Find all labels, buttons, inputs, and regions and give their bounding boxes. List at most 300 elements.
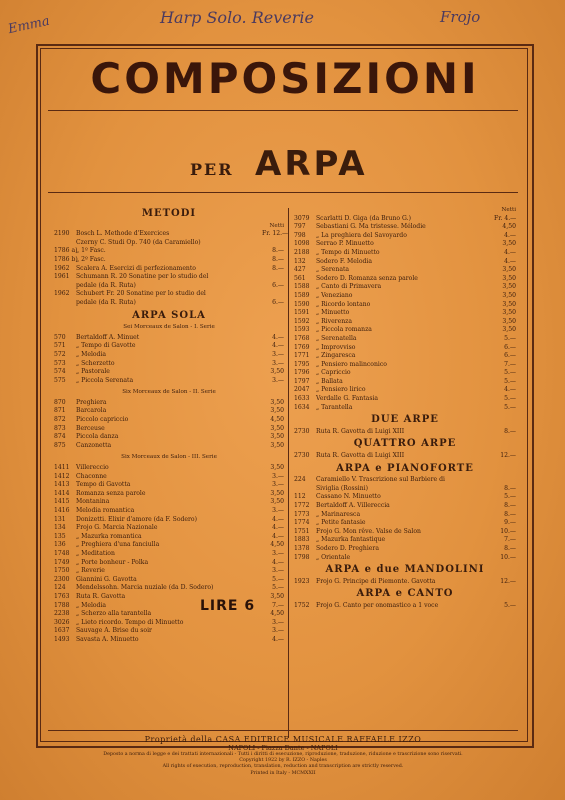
entry-price: 3,50 (502, 326, 516, 334)
catalog-entry (54, 377, 284, 386)
entry-title: Scalera A. Esercizi di perfezionamento (76, 264, 196, 272)
catalog-entry (54, 407, 284, 416)
entry-title: Sodero F. Melodia (316, 257, 372, 265)
entry-title: „ Piccola romanza (316, 326, 372, 334)
section-heading-arpa-mandolini: ARPA e due MANDOLINI (325, 564, 485, 576)
subtitle-per: PER (190, 160, 234, 179)
entry-price: 4.— (504, 257, 516, 265)
entry-price: 4,50 (270, 541, 284, 549)
rights-notice: All rights of execution, reproduction, translation, reduction and transcription are strictly reserved. (162, 764, 404, 770)
catalog-number: 134 (54, 524, 66, 532)
catalog-entry (54, 541, 284, 550)
catalog-entry (294, 266, 516, 275)
entry-title: „ Improvviso (316, 343, 356, 351)
entry-title: „ Orientale (316, 553, 351, 561)
catalog-number: 1637 (54, 627, 70, 635)
entry-price: 3,50 (270, 441, 284, 449)
catalog-number: 1588 (294, 283, 310, 291)
catalog-number: 575 (54, 376, 66, 384)
entry-price: 4,50 (270, 416, 284, 424)
catalog-entry (294, 602, 516, 611)
catalog-entry (294, 232, 516, 241)
entry-price: 4,50 (502, 223, 516, 231)
entry-price: 6.— (272, 298, 284, 306)
catalog-number: 574 (54, 368, 66, 376)
catalog-entry (54, 425, 284, 434)
entry-title: „ Preghiera d'una fanciulla (76, 541, 160, 549)
catalog-entry (294, 335, 516, 344)
catalog-number: 2730 (294, 427, 310, 435)
catalog-entry (294, 378, 516, 387)
catalog-entry (54, 442, 284, 451)
catalog-entry (294, 386, 516, 395)
catalog-number (54, 282, 76, 291)
metodi-list (54, 230, 289, 307)
catalog-number: 1752 (294, 601, 310, 609)
catalog-entry (54, 516, 284, 525)
entry-price: 8.— (504, 484, 516, 492)
catalog-number: 2238 (54, 610, 70, 618)
catalog-entry (54, 507, 284, 516)
entry-title: „ Scherzo alla tarantella (76, 610, 152, 618)
entry-title: „ Serenata (316, 266, 350, 274)
entry-price: 4.— (272, 532, 284, 540)
right-column (294, 206, 516, 611)
entry-title: Savasta A. Minuetto (76, 635, 139, 643)
catalog-number: 1923 (294, 577, 310, 585)
catalog-number: 875 (54, 441, 66, 449)
entry-title: Cassano N. Minuetto (316, 493, 381, 501)
entry-title: Frojo G. Marcia Nazionale (76, 524, 158, 532)
entry-price: 4.— (504, 231, 516, 239)
catalog-entry (294, 428, 516, 437)
catalog-entry (54, 230, 289, 239)
entry-title: Giannini G. Gavotta (76, 575, 137, 583)
catalog-entry (54, 619, 284, 628)
entry-title: „ Piccola Serenata (76, 376, 134, 384)
catalog-number: 1962 (54, 264, 70, 272)
catalog-number: 1788 (54, 601, 70, 609)
entry-title: Piccola danza (76, 433, 119, 441)
entry-price: 3,50 (502, 317, 516, 325)
entry-price: 3,50 (270, 592, 284, 600)
catalog-number: 1415 (54, 498, 70, 506)
catalog-number: 2190 (54, 230, 70, 238)
publisher-name: Proprietà della CASA EDITRICE MUSICALE RAFFAELE IZZO (144, 735, 422, 744)
page-title: COMPOSIZIONI (90, 54, 480, 103)
entry-title: „ Veneziano (316, 291, 353, 299)
catalog-number: 870 (54, 398, 66, 406)
catalog-entry (54, 481, 284, 490)
catalog-number: 874 (54, 433, 66, 441)
catalog-number: 2188 (294, 248, 310, 256)
entry-price: 5.— (504, 493, 516, 501)
entry-price: 3,50 (502, 300, 516, 308)
entry-title: „ Melodia (76, 350, 107, 358)
catalog-entry (294, 578, 516, 587)
catalog-entry (294, 452, 516, 461)
entry-price: 3,50 (270, 398, 284, 406)
entry-title: „ Pensiero lirico (316, 386, 366, 394)
entry-price: 10.— (500, 527, 516, 535)
catalog-entry (54, 627, 284, 636)
catalog-entry (54, 584, 284, 593)
catalog-entry (294, 240, 516, 249)
catalog-entry (54, 247, 284, 256)
catalog-entry (294, 223, 516, 232)
entry-price: 5.— (504, 403, 516, 411)
entry-title: „ Tarantella (316, 403, 353, 411)
catalog-entry (294, 301, 516, 310)
entry-price: Fr. 12.— (262, 230, 289, 238)
entry-title: Melodia romantica (76, 507, 135, 514)
catalog-number: 798 (294, 231, 306, 239)
catalog-number: 2047 (294, 386, 310, 394)
catalog-entry (294, 318, 516, 327)
catalog-entry (294, 344, 516, 353)
entry-title: Donizetti. Elixir d'amore (da F. Sodero) (76, 515, 197, 523)
entry-price: 3,50 (502, 283, 516, 291)
catalog-number: 1378 (294, 544, 310, 552)
arpa-mandolini-list (294, 578, 516, 587)
entry-price: 6.— (272, 281, 284, 289)
catalog-entry (54, 498, 284, 507)
entry-title: pedale (da R. Ruta) (76, 281, 136, 289)
series-heading: Sei Morceaux de Salon - I. Serie (123, 324, 215, 331)
catalog-number: 1493 (54, 635, 70, 643)
catalog-number: 872 (54, 416, 66, 424)
entry-title: Canzonetta (76, 441, 112, 449)
entry-price: 5.— (504, 377, 516, 385)
catalog-number: 797 (294, 223, 306, 231)
catalog-number: 1750 (54, 567, 70, 575)
printed-in: Printed in Italy - MCMXXII (250, 770, 316, 776)
catalog-number: 1962 (54, 290, 70, 298)
entry-title: Mendelssohn. Marcia nuziale (da D. Sodero) (76, 584, 214, 592)
catalog-number: 1413 (54, 481, 70, 489)
entry-title: Frojo G. Principe di Piemonte. Gavotta (316, 577, 436, 585)
catalog-number: 132 (294, 257, 306, 265)
entry-title: Bertaldoff A. Minuet (76, 333, 140, 341)
entry-title: Schubert Fr. 20 Sonatine per lo studio del (76, 290, 206, 298)
catalog-entry (294, 258, 516, 267)
catalog-number: 871 (54, 407, 66, 415)
entry-title: „ Tempo di Gavotte (76, 342, 136, 350)
catalog-number: 1412 (54, 472, 70, 480)
catalog-entry (294, 536, 516, 545)
catalog-number (54, 239, 76, 248)
entry-price: 3,50 (270, 368, 284, 376)
entry-title: „ La preghiera del Savoyardo (316, 231, 407, 239)
entry-price: 7.— (272, 601, 284, 609)
entry-title: „ Pensiero malinconico (316, 360, 387, 368)
entry-title: „ Marinaresca (316, 510, 361, 518)
entry-price: 4.— (272, 342, 284, 350)
entry-price: 10.— (500, 553, 516, 561)
entry-price: 3.— (272, 359, 284, 367)
left-column (54, 206, 289, 645)
divider (48, 730, 518, 731)
section-heading-arpa-canto: ARPA e CANTO (356, 588, 454, 600)
entry-title: Serrao P. Minuetto (316, 240, 374, 248)
catalog-number: 124 (54, 584, 66, 592)
entry-price: 3,50 (270, 498, 284, 506)
catalog-entry (54, 567, 284, 576)
catalog-entry (294, 511, 516, 520)
entry-title: Sauvage A. Brise du soir (76, 627, 152, 635)
catalog-number: 135 (54, 532, 66, 540)
entry-title: „ Lieto ricordo. Tempo di Minuetto (76, 618, 184, 626)
entry-price: 4.— (272, 515, 284, 523)
entry-price: 8.— (504, 544, 516, 552)
catalog-entry (54, 533, 284, 542)
catalog-entry (54, 473, 284, 482)
catalog-number: 1751 (294, 527, 310, 535)
catalog-entry (54, 524, 284, 533)
entry-price: 5.— (504, 334, 516, 342)
entry-price: 8.— (504, 510, 516, 518)
handwritten-name: Emma (6, 13, 52, 38)
entry-price: 3.— (272, 618, 284, 626)
section-heading-due-arpe: DUE ARPE (371, 414, 439, 426)
entry-price: 8.— (504, 502, 516, 509)
catalog-entry (54, 299, 284, 308)
catalog-entry (54, 464, 284, 473)
entry-title: Bertaldoff A. Villereccia (316, 502, 390, 509)
catalog-entry (294, 545, 516, 554)
entry-price: 3,50 (270, 464, 284, 472)
entry-title: Bosch L. Methode d'Exercices (76, 230, 170, 238)
catalog-entry (294, 528, 516, 537)
catalog-entry (294, 476, 516, 485)
arpa-sola-series-1 (54, 334, 284, 386)
catalog-entry (294, 404, 516, 413)
section-heading-arpa-pianoforte: ARPA e PIANOFORTE (336, 462, 474, 474)
entry-price: 4.— (272, 333, 284, 341)
entry-price (262, 273, 284, 282)
catalog-entry (54, 282, 284, 291)
catalog-entry (294, 369, 516, 378)
series-heading: Six Morceaux de Salon - III. Serie (121, 454, 217, 461)
entry-price: 5.— (504, 369, 516, 377)
catalog-entry (54, 433, 284, 442)
catalog-number: 1593 (294, 326, 310, 334)
entry-price: 6.— (504, 343, 516, 351)
series-heading: Six Morceaux de Salon - II. Serie (122, 389, 216, 396)
catalog-number: 1774 (294, 519, 310, 527)
catalog-number: 427 (294, 266, 306, 274)
catalog-number: 1763 (54, 592, 70, 600)
entry-title: „ Melodia (76, 601, 107, 609)
entry-price: 3.— (272, 376, 284, 384)
catalog-entry (294, 215, 516, 224)
catalog-number: 2730 (294, 452, 310, 460)
entry-price: 4.— (272, 558, 284, 566)
entry-title: Verdalle G. Fantasia (316, 395, 379, 403)
catalog-entry (294, 485, 516, 494)
catalog-number: 131 (54, 515, 66, 523)
entry-price: 3,50 (270, 407, 284, 415)
catalog-number: 224 (294, 476, 306, 484)
catalog-entry (54, 576, 284, 585)
catalog-entry (54, 368, 284, 377)
quattro-arpe-list (294, 452, 516, 461)
catalog-number (294, 485, 316, 494)
entry-price: 8.— (272, 247, 284, 255)
entry-title: „ Mazurka romantica (76, 532, 142, 540)
catalog-number: 571 (54, 342, 66, 350)
entry-price (262, 239, 284, 248)
entry-title: Frojo G. Canto per onomastico a 1 voce (316, 601, 439, 609)
entry-title: Scarlatti D. Giga (da Bruno G.) (316, 214, 411, 222)
catalog-number: 1590 (294, 300, 310, 308)
catalog-entry (294, 275, 516, 284)
entry-price: 3,50 (270, 424, 284, 432)
handwritten-composer: Frojo (440, 8, 481, 26)
catalog-number: 1797 (294, 377, 310, 385)
arpa-sola-series-2 (54, 399, 284, 451)
entry-price: 4.— (272, 524, 284, 532)
entry-price (494, 476, 516, 485)
catalog-entry (54, 490, 284, 499)
section-heading-quattro-arpe: QUATTRO ARPE (353, 438, 457, 450)
entry-price: 12.— (500, 452, 516, 460)
entry-price: 3.— (272, 481, 284, 489)
catalog-entry (54, 265, 284, 274)
catalog-number: 873 (54, 424, 66, 432)
entry-title: Caramiello V. Trascrizione sul Barbiere di (316, 476, 445, 484)
catalog-entry (54, 273, 284, 282)
entry-title: „ Meditation (76, 549, 115, 557)
publisher-address: NAPOLI - Piazza Dante - NAPOLI (228, 744, 338, 752)
catalog-entry (54, 290, 284, 299)
catalog-number (54, 299, 76, 308)
entry-price: Fr. 4.— (494, 214, 517, 222)
due-arpe-list (294, 428, 516, 437)
subtitle-arpa: ARPA (255, 144, 368, 184)
catalog-number: 1768 (294, 334, 310, 342)
entry-title: „ Pastorale (76, 368, 110, 376)
section-heading-arpa-sola: ARPA SOLA (132, 309, 206, 321)
entry-price: 3,50 (502, 240, 516, 248)
entry-title: Sodero D. Preghiera (316, 544, 379, 552)
entry-price: 7.— (504, 360, 516, 368)
entry-price: 3,50 (270, 489, 284, 497)
entry-price: 3,50 (502, 291, 516, 299)
entry-price: 3,50 (270, 433, 284, 441)
entry-title: „ Minuetto (316, 309, 350, 317)
entry-title: Romanza senza parole (76, 489, 146, 497)
catalog-entry (54, 636, 284, 645)
arpa-sola-series-3 (54, 464, 284, 644)
entry-price: 3,50 (502, 266, 516, 274)
entry-title: „ Scherzetto (76, 359, 115, 367)
entry-title: Preghiera (76, 398, 107, 406)
entry-price: 4.— (272, 635, 284, 643)
divider (48, 192, 518, 193)
entry-price: 4.— (504, 248, 516, 256)
entry-price (262, 290, 284, 299)
catalog-entry (294, 502, 516, 511)
entry-title: „ Mazurka fantastique (316, 536, 386, 544)
entry-title: „ Porte bonheur - Polka (76, 558, 149, 566)
catalog-entry (54, 416, 284, 425)
entry-price: 3.— (272, 472, 284, 480)
entry-title: Montanina (76, 498, 110, 506)
catalog-entry (54, 550, 284, 559)
entry-title: Berceuse (76, 424, 105, 432)
catalog-number: 1633 (294, 395, 310, 403)
catalog-number: 1748 (54, 549, 70, 557)
catalog-number: 1961 (54, 273, 70, 281)
entry-title: „ Ballata (316, 377, 343, 385)
entry-title: Schumann R. 20 Sonatine per lo studio del (76, 273, 209, 281)
catalog-entry (294, 519, 516, 528)
entry-price: 8.— (272, 264, 284, 272)
catalog-number: 1773 (294, 510, 310, 518)
catalog-entry (54, 399, 284, 408)
catalog-number: 1098 (294, 240, 310, 248)
entry-price: 3.— (272, 350, 284, 358)
entry-title: „ 2º Fasc. (76, 255, 106, 263)
entry-title: „ Ricordo lontano (316, 300, 371, 308)
catalog-number: 1414 (54, 489, 70, 497)
entry-title: Barcarola (76, 407, 107, 415)
entry-title: Frojo G. Mon rêve. Valse de Salon (316, 527, 421, 535)
catalog-number: 1634 (294, 403, 310, 411)
catalog-number: 1769 (294, 343, 310, 351)
entry-price: 8.— (504, 427, 516, 435)
entry-title: Siviglia (Rossini) (316, 484, 368, 492)
catalog-number: 112 (294, 493, 306, 501)
catalog-number: 1786 a) (54, 247, 78, 255)
column-divider (288, 208, 289, 738)
publisher-footer (36, 735, 530, 777)
entry-title: Ruta R. Gavotta (76, 592, 126, 600)
catalog-number: 3026 (54, 618, 70, 626)
entry-title: „ Tempo di Minuetto (316, 248, 380, 256)
entry-price: 6.— (504, 352, 516, 360)
entry-price: 5.— (272, 575, 284, 583)
entry-price: 3.— (272, 627, 284, 635)
entry-price: 3.— (272, 567, 284, 575)
catalog-entry (294, 554, 516, 563)
catalog-entry (54, 239, 284, 248)
catalog-entry (294, 309, 516, 318)
netti-label: Netti (269, 222, 284, 229)
catalog-entry (54, 342, 284, 351)
catalog-number: 1416 (54, 507, 70, 514)
catalog-number: 573 (54, 359, 66, 367)
entry-title: „ Reverie (76, 567, 105, 575)
catalog-entry (54, 360, 284, 369)
entry-title: Tempo di Gavotta (76, 481, 131, 489)
catalog-number: 1771 (294, 352, 310, 360)
handwritten-title: Harp Solo. Reverie (160, 8, 314, 27)
catalog-number: 1795 (294, 360, 310, 368)
copyright: Copyright 1922 by R. IZZO - Naples (239, 758, 327, 764)
entry-price: 9.— (504, 519, 516, 527)
catalog-entry (294, 352, 516, 361)
entry-price: 7.— (504, 536, 516, 544)
entry-title: Ruta R. Gavotta di Luigi XIII (316, 427, 405, 435)
entry-price: 3,50 (502, 274, 516, 282)
catalog-number: 1883 (294, 536, 310, 544)
legal-notice: Deposto a norma di legge e dei trattati internazionali - Tutti i diritti di esecuzione, riproduzione, traduzione, riduzione e trascrizione sono riservati. (103, 752, 463, 757)
entry-price: 3.— (272, 549, 284, 557)
catalog-number: 1591 (294, 309, 310, 317)
entry-price: 5.— (504, 395, 516, 403)
